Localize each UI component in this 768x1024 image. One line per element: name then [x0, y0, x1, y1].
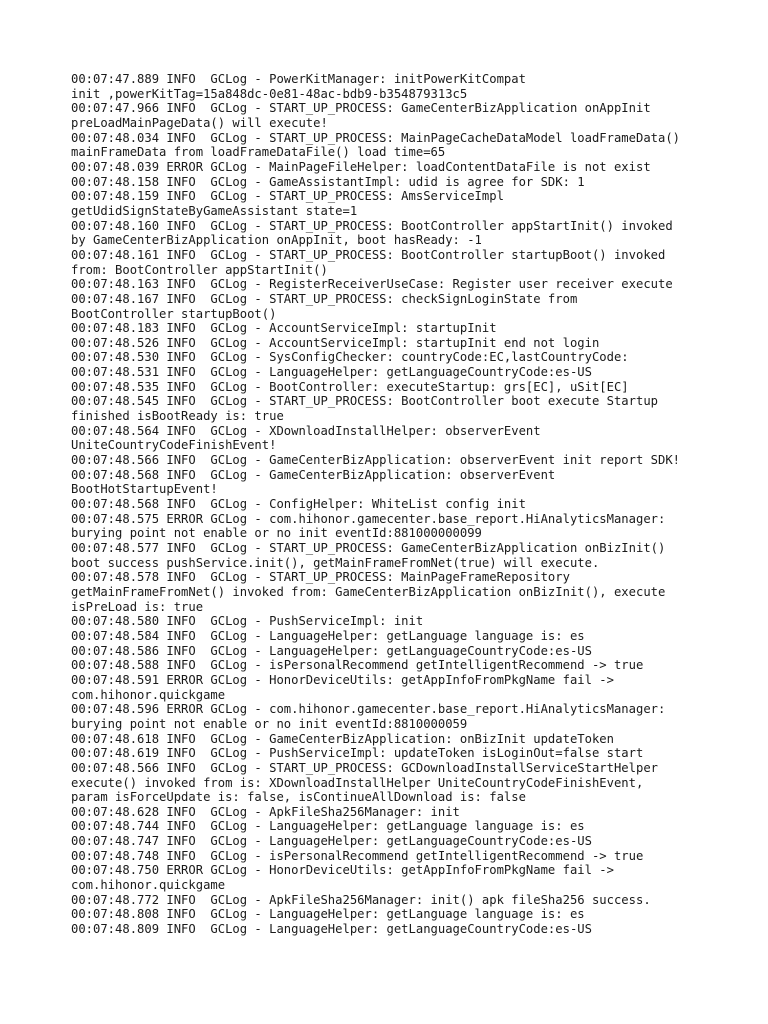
log-line: 00:07:48.596 ERROR GCLog - com.hihonor.gamecenter.base_report.HiAnalyticsManager: — [71, 702, 666, 717]
log-line: 00:07:48.158 INFO GCLog - GameAssistantImpl: udid is agree for SDK: 1 — [71, 174, 585, 189]
log-line: com.hihonor.quickgame — [71, 878, 226, 893]
log-line: 00:07:47.889 INFO GCLog - PowerKitManager: initPowerKitCompat — [71, 72, 526, 86]
log-line: 00:07:48.526 INFO GCLog - AccountServiceImpl: startupInit end not login — [71, 335, 600, 350]
log-line: BootController startupBoot() — [71, 306, 277, 321]
log-line: 00:07:48.564 INFO GCLog - XDownloadInstallHelper: observerEvent — [71, 423, 541, 438]
log-line: mainFrameData from loadFrameDataFile() load time=65 — [71, 145, 446, 160]
log-line: BootHotStartupEvent! — [71, 482, 218, 497]
log-line: 00:07:48.772 INFO GCLog - ApkFileSha256Manager: init() apk fileSha256 success. — [71, 892, 651, 907]
log-line: 00:07:48.167 INFO GCLog - START_UP_PROCESS: checkSignLoginState from — [71, 291, 578, 306]
log-line: 00:07:48.591 ERROR GCLog - HonorDeviceUtils: getAppInfoFromPkgName fail -> — [71, 672, 614, 687]
log-line: 00:07:48.747 INFO GCLog - LanguageHelper: getLanguageCountryCode:es-US — [71, 834, 592, 849]
log-line: init ,powerKitTag=15a848dc-0e81-48ac-bdb9-b354879313c5 — [71, 86, 468, 101]
log-line: 00:07:48.809 INFO GCLog - LanguageHelper: getLanguageCountryCode:es-US — [71, 922, 592, 937]
log-line: 00:07:48.808 INFO GCLog - LanguageHelper: getLanguage language is: es — [71, 907, 585, 922]
log-line: 00:07:48.161 INFO GCLog - START_UP_PROCESS: BootController startupBoot() invoked — [71, 247, 666, 262]
log-line: 00:07:48.535 INFO GCLog - BootController: executeStartup: grs[EC], uSit[EC] — [71, 379, 629, 394]
log-line: by GameCenterBizApplication onAppInit, boot hasReady: -1 — [71, 233, 482, 248]
log-line: UniteCountryCodeFinishEvent! — [71, 438, 277, 453]
log-line: 00:07:48.744 INFO GCLog - LanguageHelper: getLanguage language is: es — [71, 819, 585, 834]
log-line: 00:07:48.159 INFO GCLog - START_UP_PROCESS: AmsServiceImpl — [71, 189, 504, 204]
log-line: 00:07:48.578 INFO GCLog - START_UP_PROCESS: MainPageFrameRepository — [71, 570, 570, 585]
log-line: from: BootController appStartInit() — [71, 262, 328, 277]
log-line: 00:07:48.577 INFO GCLog - START_UP_PROCESS: GameCenterBizApplication onBizInit() — [71, 541, 666, 555]
log-line: param isForceUpdate is: false, isContinueAllDownload is: false — [71, 790, 526, 805]
log-line: 00:07:48.575 ERROR GCLog - com.hihonor.gamecenter.base_report.HiAnalyticsManager: — [71, 511, 666, 526]
log-line: 00:07:47.966 INFO GCLog - START_UP_PROCESS: GameCenterBizApplication onAppInit — [71, 101, 651, 116]
log-line: isPreLoad is: true — [71, 599, 204, 614]
log-line: 00:07:48.750 ERROR GCLog - HonorDeviceUtils: getAppInfoFromPkgName fail -> — [71, 863, 614, 878]
log-line: boot success pushService.init(), getMainFrameFromNet(true) will execute. — [71, 555, 600, 570]
log-line: 00:07:48.568 INFO GCLog - GameCenterBizApplication: observerEvent — [71, 467, 556, 482]
log-line: 00:07:48.580 INFO GCLog - PushServiceImpl: init — [71, 614, 424, 629]
log-line: getUdidSignStateByGameAssistant state=1 — [71, 203, 358, 218]
log-lines — [71, 72, 731, 937]
log-line: 00:07:48.619 INFO GCLog - PushServiceImpl: updateToken isLoginOut=false start — [71, 746, 644, 761]
log-line: preLoadMainPageData() will execute! — [71, 115, 328, 130]
log-line: 00:07:48.568 INFO GCLog - ConfigHelper: WhiteList config init — [71, 497, 526, 512]
log-line: burying point not enable or no init eventId:8810000059 — [71, 716, 468, 731]
log-line: 00:07:48.748 INFO GCLog - isPersonalRecommend getIntelligentRecommend -> true — [71, 848, 644, 863]
log-line: 00:07:48.183 INFO GCLog - AccountServiceImpl: startupInit — [71, 321, 497, 336]
log-line: 00:07:48.545 INFO GCLog - START_UP_PROCESS: BootController boot execute Startup — [71, 394, 658, 409]
log-line: 00:07:48.160 INFO GCLog - START_UP_PROCESS: BootController appStartInit() invoked — [71, 218, 673, 233]
log-line: execute() invoked from is: XDownloadInstallHelper UniteCountryCodeFinishEvent, — [71, 775, 644, 790]
log-line: 00:07:48.039 ERROR GCLog - MainPageFileHelper: loadContentDataFile is not exist — [71, 159, 651, 174]
log-line: burying point not enable or no init eventId:881000000099 — [71, 526, 482, 541]
log-line: 00:07:48.588 INFO GCLog - isPersonalRecommend getIntelligentRecommend -> true — [71, 658, 644, 673]
log-line: 00:07:48.618 INFO GCLog - GameCenterBizApplication: onBizInit updateToken — [71, 731, 614, 746]
log-line: 00:07:48.566 INFO GCLog - START_UP_PROCESS: GCDownloadInstallServiceStartHelper — [71, 760, 658, 775]
log-line: 00:07:48.163 INFO GCLog - RegisterReceiverUseCase: Register user receiver execute — [71, 277, 673, 292]
log-line: com.hihonor.quickgame — [71, 687, 226, 702]
log-line: 00:07:48.530 INFO GCLog - SysConfigChecker: countryCode:EC,lastCountryCode: — [71, 350, 629, 365]
log-line: 00:07:48.586 INFO GCLog - LanguageHelper: getLanguageCountryCode:es-US — [71, 643, 592, 658]
log-line: 00:07:48.584 INFO GCLog - LanguageHelper: getLanguage language is: es — [71, 628, 585, 643]
log-line: 00:07:48.531 INFO GCLog - LanguageHelper: getLanguageCountryCode:es-US — [71, 365, 592, 380]
log-line: 00:07:48.566 INFO GCLog - GameCenterBizApplication: observerEvent init report SDK! — [71, 453, 681, 468]
log-document — [71, 72, 731, 937]
log-line: finished isBootReady is: true — [71, 409, 284, 424]
log-line: 00:07:48.034 INFO GCLog - START_UP_PROCESS: MainPageCacheDataModel loadFrameData() — [71, 130, 681, 145]
log-line: getMainFrameFromNet() invoked from: GameCenterBizApplication onBizInit(), execute — [71, 584, 666, 599]
log-line: 00:07:48.628 INFO GCLog - ApkFileSha256Manager: init — [71, 804, 460, 819]
